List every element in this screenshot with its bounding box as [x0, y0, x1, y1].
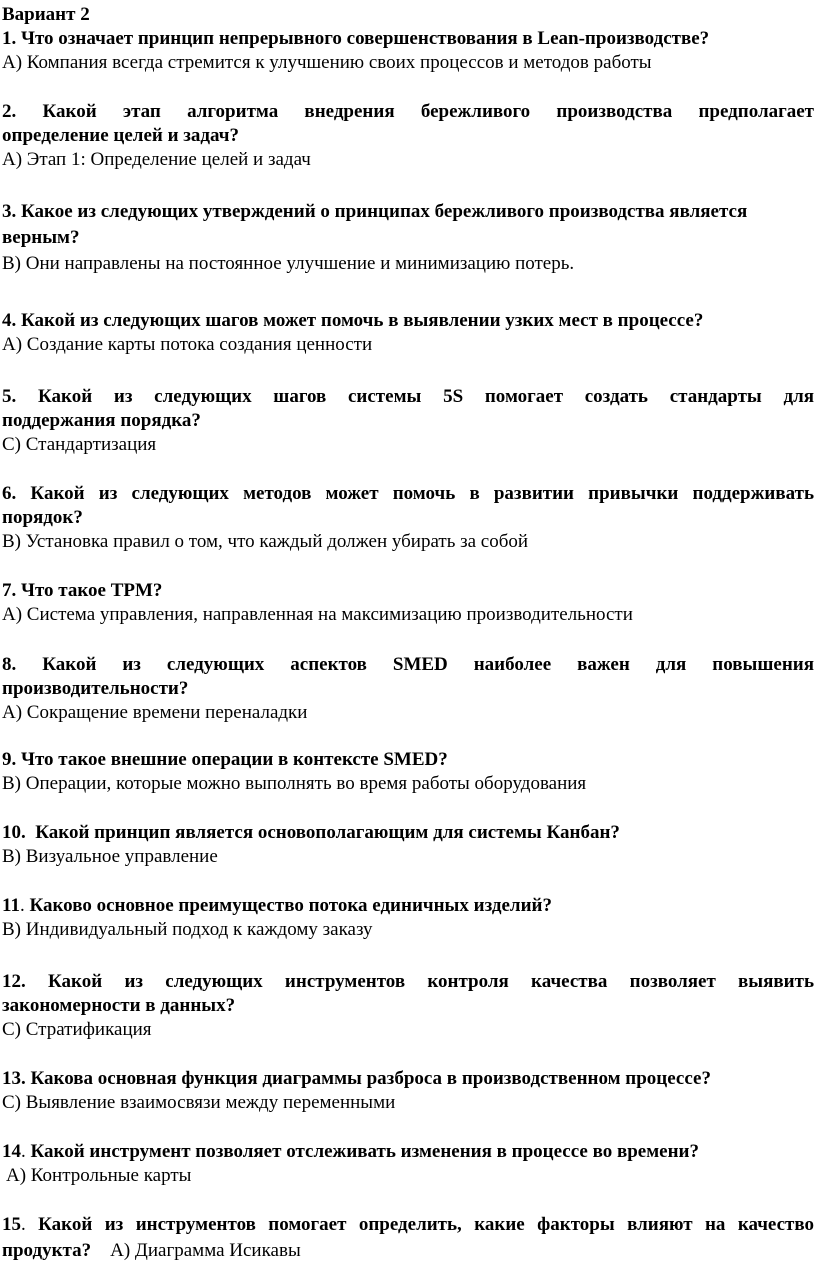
- answer-12: С) Стратификация: [2, 1019, 152, 1040]
- question-number: 8.: [2, 654, 17, 675]
- question-text: Какой из следующих аспектов SMED наиболее важен для повышения: [42, 654, 814, 675]
- question-number: 1.: [2, 28, 17, 49]
- question-number: 10.: [2, 822, 26, 843]
- question-number: 6.: [2, 483, 17, 504]
- question-text: Что означает принцип непрерывного совершенствования в Lean-производстве?: [21, 28, 710, 49]
- answer-15: А) Диаграмма Исикавы: [110, 1240, 301, 1261]
- answer-3: В) Они направлены на постоянное улучшение и минимизацию потерь.: [2, 253, 575, 274]
- question-11: 11. Каково основное преимущество потока единичных изделий?: [2, 895, 552, 916]
- question-text: Какой из следующих инструментов контроля качества позволяет выявить: [48, 971, 815, 992]
- answer-9: В) Операции, которые можно выполнять во время работы оборудования: [2, 773, 587, 794]
- question-6-line-2: порядок?: [2, 507, 83, 528]
- question-text: Какова основная функция диаграммы разброса в производственном процессе?: [30, 1068, 711, 1089]
- question-number: 12.: [2, 971, 26, 992]
- question-15-line-2: [2, 1239, 814, 1262]
- question-15-line-1: 15. Какой из инструментов помогает определить, какие факторы влияют на качество: [2, 1214, 814, 1235]
- question-text: Какой инструмент позволяет отслеживать изменения в процессе во времени?: [30, 1141, 699, 1162]
- question-text: Какой из следующих методов может помочь в развитии привычки поддерживать: [30, 483, 815, 504]
- question-number: 13.: [2, 1068, 26, 1089]
- question-1: [2, 27, 814, 50]
- question-number: 9.: [2, 749, 17, 770]
- question-text: Какой этап алгоритма внедрения бережливого производства предполагает: [42, 101, 814, 122]
- question-number: 15: [2, 1214, 21, 1235]
- answer-7: А) Система управления, направленная на максимизацию производительности: [2, 604, 633, 625]
- question-2-line-1: [2, 100, 814, 123]
- question-14: 14. Какой инструмент позволяет отслеживать изменения в процессе во времени?: [2, 1141, 699, 1162]
- question-5-line-1: [2, 385, 814, 408]
- question-text: Какой из следующих шагов системы 5S помогает создать стандарты для: [37, 386, 815, 407]
- answer-5: С) Стандартизация: [2, 434, 157, 455]
- question-4: [2, 309, 814, 332]
- question-3-line-2: верным?: [2, 227, 80, 248]
- question-text: Какое из следующих утверждений о принципах бережливого производства является: [21, 201, 748, 222]
- question-13: [2, 1067, 814, 1090]
- answer-8: А) Сокращение времени переналадки: [2, 702, 308, 723]
- question-text: Каково основное преимущество потока единичных изделий?: [29, 895, 552, 916]
- question-text: Что такое TPM?: [21, 580, 163, 601]
- question-12-line-2: закономерности в данных?: [2, 995, 236, 1016]
- question-text: Какой принцип является основополагающим для системы Канбан?: [35, 822, 620, 843]
- question-number: 11: [2, 895, 20, 916]
- question-5-line-2: поддержания порядка?: [2, 410, 201, 431]
- question-text: Какой из следующих шагов может помочь в выявлении узких мест в процессе?: [21, 310, 704, 331]
- answer-6: В) Установка правил о том, что каждый должен убирать за собой: [2, 531, 529, 552]
- answer-4: А) Создание карты потока создания ценности: [2, 334, 373, 355]
- question-8-line-2: производительности?: [2, 678, 189, 699]
- variant-title: Вариант 2: [2, 4, 90, 25]
- question-number: 5.: [2, 386, 17, 407]
- question-number: 14: [2, 1141, 21, 1162]
- question-text: Что такое внешние операции в контексте SMED?: [21, 749, 448, 770]
- question-number: 2.: [2, 101, 17, 122]
- question-2-line-2: определение целей и задач?: [2, 125, 239, 146]
- question-number: 3.: [2, 201, 17, 222]
- question-12-line-1: [2, 970, 814, 993]
- question-10: [2, 821, 814, 844]
- answer-11: В) Индивидуальный подход к каждому заказу: [2, 919, 373, 940]
- answer-13: С) Выявление взаимосвязи между переменными: [2, 1092, 396, 1113]
- question-number: 7.: [2, 580, 17, 601]
- question-8-line-1: [2, 653, 814, 676]
- question-9: [2, 748, 814, 771]
- question-7: [2, 579, 814, 602]
- question-number: 4.: [2, 310, 17, 331]
- answer-10: В) Визуальное управление: [2, 846, 218, 867]
- answer-2: А) Этап 1: Определение целей и задач: [2, 149, 311, 170]
- question-6-line-1: [2, 482, 814, 505]
- answer-14: А) Контрольные карты: [6, 1165, 192, 1186]
- question-text: Какой из инструментов помогает определить, какие факторы влияют на качество: [38, 1214, 814, 1235]
- question-text: продукта?: [2, 1240, 92, 1261]
- answer-1: А) Компания всегда стремится к улучшению своих процессов и методов работы: [2, 52, 652, 73]
- question-3-line-1: [2, 200, 814, 223]
